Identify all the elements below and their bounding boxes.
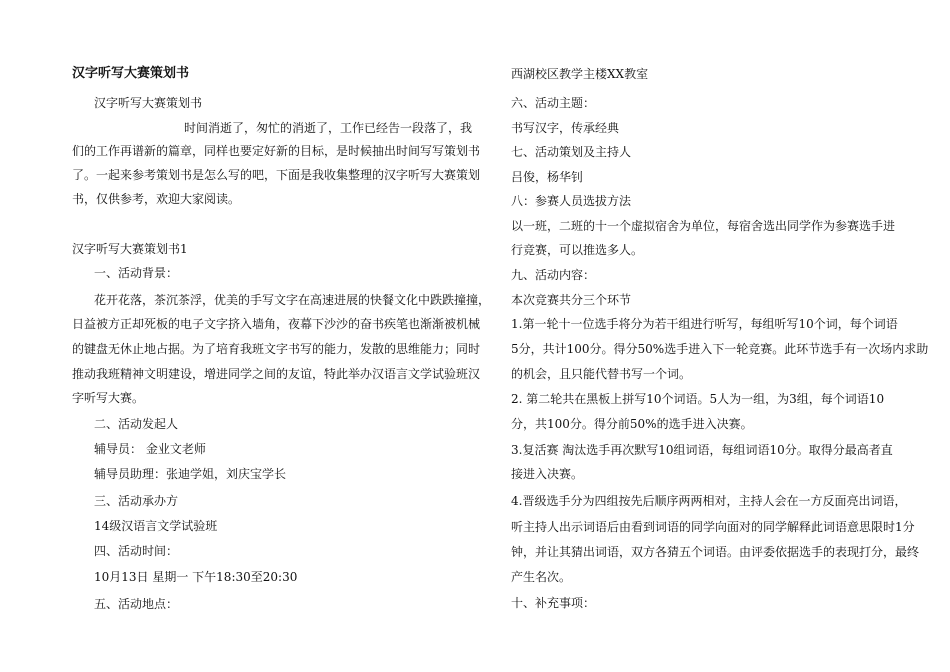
paragraph-line: 了。一起来参考策划书是怎么写的吧，下面是我收集整理的汉字听写大赛策划 xyxy=(72,168,481,182)
text-line: 西湖校区教学主楼XX教室 xyxy=(511,67,649,81)
section-heading: 九、活动内容： xyxy=(511,268,596,282)
paragraph-line: 5分，共计100分。得分50%选手进入下一轮竞赛。此环节选手有一次场内求助 xyxy=(511,342,929,356)
paragraph-line: 3.复活赛 淘汰选手再次默写10组词语，每组词语10分。取得分最高者直 xyxy=(511,443,893,457)
text-line: 10月13日 星期一 下午18:30至20:30 xyxy=(94,570,298,584)
paragraph-line: 们的工作再谱新的篇章，同样也要定好新的目标，是时候抽出时间写写策划书 xyxy=(72,144,481,158)
text-line: 书写汉字，传承经典 xyxy=(511,121,620,135)
paragraph-line: 花开花落，茶沉茶浮，优美的手写文字在高速进展的快餐文化中跌跌撞撞， xyxy=(94,293,491,307)
paragraph-line: 2. 第二轮共在黑板上拼写10个词语。5人为一组，为3组，每个词语10 xyxy=(511,392,885,406)
section-heading: 一、活动背景： xyxy=(94,266,179,280)
section-heading: 六、活动主题： xyxy=(511,96,596,110)
paragraph-line: 4.晋级选手分为四组按先后顺序两两相对，主持人会在一方反面亮出词语， xyxy=(511,494,907,508)
paragraph-line: 以一班，二班的十一个虚拟宿舍为单位，每宿舍选出同学作为参赛选手进 xyxy=(511,219,896,233)
text-line: 14级汉语言文学试验班 xyxy=(94,519,218,533)
paragraph-line: 推动我班精神文明建设，增进同学之间的友谊，特此举办汉语言文学试验班汉 xyxy=(72,367,481,381)
text-line: 辅导员： 金业文老师 xyxy=(94,442,206,456)
section-heading: 十、补充事项： xyxy=(511,596,596,610)
paragraph-line: 书，仅供参考，欢迎大家阅读。 xyxy=(72,192,241,206)
paragraph-line: 分，共100分。得分前50%的选手进入决赛。 xyxy=(511,417,753,431)
paragraph-line: 行竞赛，可以推选多人。 xyxy=(511,243,644,257)
paragraph-line: 的机会，且只能代替书写一个词。 xyxy=(511,367,692,381)
section-heading: 四、活动时间： xyxy=(94,544,179,558)
document-title: 汉字听写大赛策划书 xyxy=(72,66,190,81)
text-line: 吕俊，杨华钊 xyxy=(511,170,584,184)
section-heading: 七、活动策划及主持人 xyxy=(511,145,632,159)
section-heading: 汉字听写大赛策划书1 xyxy=(72,242,188,256)
section-heading: 三、活动承办方 xyxy=(94,494,179,508)
section-heading: 八：参赛人员选拔方法 xyxy=(511,194,632,208)
subtitle: 汉字听写大赛策划书 xyxy=(94,96,203,110)
paragraph-line: 的键盘无休止地占据。为了培育我班文字书写的能力，发散的思维能力；同时 xyxy=(72,342,481,356)
paragraph-line: 听主持人出示词语后由看到词语的同学向面对的同学解释此词语意思限时1分 xyxy=(511,520,915,534)
paragraph-line: 钟，并让其猜出词语，双方各猜五个词语。由评委依据选手的表现打分，最终 xyxy=(511,545,920,559)
paragraph-line: 日益被方正却死板的电子文字挤入墙角，夜幕下沙沙的奋书疾笔也渐渐被机械 xyxy=(72,317,481,331)
paragraph-line: 字听写大赛。 xyxy=(72,391,145,405)
section-heading: 二、活动发起人 xyxy=(94,417,179,431)
paragraph-line: 接进入决赛。 xyxy=(511,467,584,481)
paragraph-line: 时间消逝了，匆忙的消逝了，工作已经告一段落了，我 xyxy=(184,121,473,135)
text-line: 辅导员助理：张迪学姐，刘庆宝学长 xyxy=(94,467,287,481)
paragraph-line: 1.第一轮十一位选手将分为若干组进行听写，每组听写10个词，每个词语 xyxy=(511,317,898,331)
paragraph-line: 产生名次。 xyxy=(511,570,572,584)
text-line: 本次竞赛共分三个环节 xyxy=(511,293,632,307)
section-heading: 五、活动地点： xyxy=(94,597,179,611)
